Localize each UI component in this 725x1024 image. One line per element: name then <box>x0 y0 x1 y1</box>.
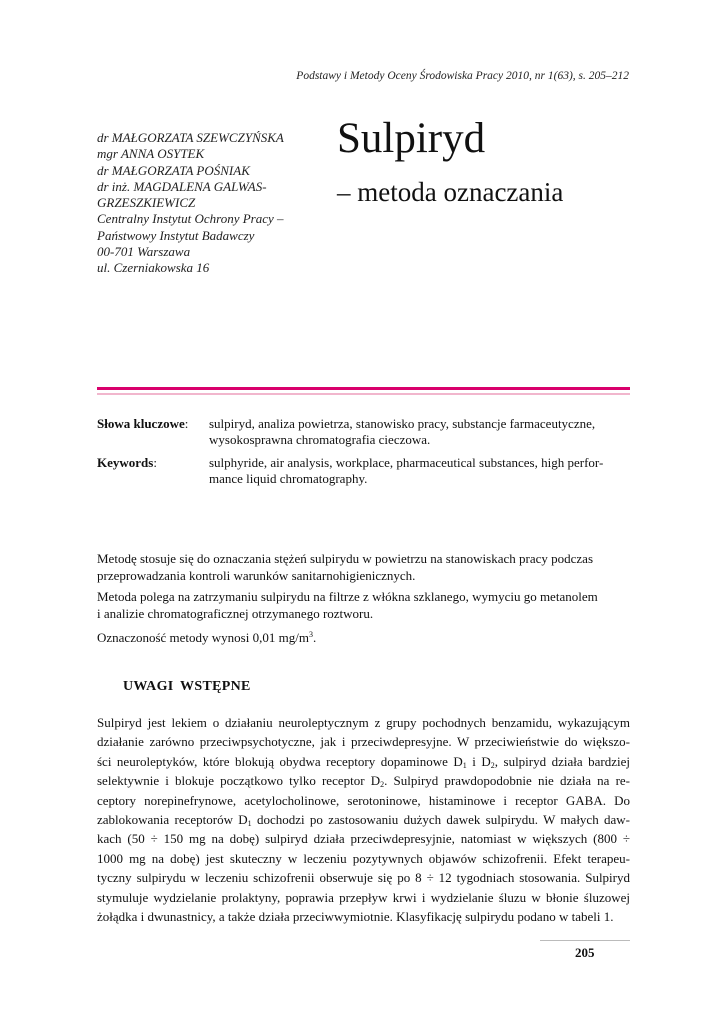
body-line: tyczny sulpirydu w leczeniu schizofrenii obserwuje się po 8 ÷ 12 tygodniach stosowania. Sulpiryd <box>97 870 630 886</box>
keywords-english-text: sulphyride, air analysis, workplace, pharmaceutical substances, high perfor- mance liquid chromatography. <box>209 455 604 486</box>
body-line: Sulpiryd jest lekiem o działaniu neuroleptycznym z grupy pochodnych benzamidu, wykazującym <box>97 715 630 730</box>
affiliation-line: Państwowy Instytut Badawczy <box>97 227 255 243</box>
article-subtitle: – metoda oznaczania <box>337 177 564 207</box>
author-affiliation-block <box>97 130 327 277</box>
footer-divider <box>540 940 630 941</box>
address-line: 00-701 Warszawa <box>97 244 191 260</box>
affiliation-line: Centralny Instytut Ochrony Pracy – <box>97 211 284 227</box>
author-line: GRZESZKIEWICZ <box>97 195 196 211</box>
body-line: kach (50 ÷ 150 mg na dobę) sulpiryd działa przeciwdepresyjnie, natomiast w większych (800 ÷ <box>97 831 630 847</box>
body-line: 1000 mg na dobę) jest skuteczny w leczeniu pozytywnych objawów schizofrenii. Efekt terapeu- <box>97 850 630 866</box>
body-line: ści neuroleptyków, które blokują obydwa receptory dopaminowe $D_1$ i $D_2$, sulpiryd działa bardziej <box>97 753 631 770</box>
keywords-polish <box>97 416 630 448</box>
address-line: ul. Czerniakowska 16 <box>97 260 210 276</box>
abstract-paragraph-3: Oznaczoność metody wynosi 0,01 $mg/m^3$. <box>97 630 317 645</box>
body-line: stymuluje wydzielanie prolaktyny, poprawia przepływ krwi i wydzielanie śluzu w błonie śluzowej <box>97 889 630 905</box>
title-divider-dark <box>97 387 630 390</box>
article-title: Sulpiryd <box>337 115 486 162</box>
journal-citation: Podstawy i Metody Oceny Środowiska Pracy 2010, nr 1(63), s. 205–212 <box>296 70 629 82</box>
author-line: dr inż. MAGDALENA GALWAS- <box>97 178 267 194</box>
author-line: mgr ANNA OSYTEK <box>97 146 205 162</box>
author-line: dr MAŁGORZATA POŚNIAK <box>97 162 250 178</box>
author-line: dr MAŁGORZATA SZEWCZYŃSKA <box>97 130 284 145</box>
body-line: selektywnie i blokuje początkowo tylko receptor $D_2$. Sulpiryd prawdopodobnie nie działa na re- <box>97 773 630 790</box>
keywords-english-label: Keywords: <box>97 455 157 470</box>
page-number: 205 <box>575 945 595 960</box>
keywords-polish-label: Słowa kluczowe: <box>97 416 189 431</box>
section-heading: UWAGI WSTĘPNE <box>123 679 251 694</box>
abstract-paragraph-2: Metoda polega na zatrzymaniu sulpirydu na filtrze z włókna szklanego, wymyciu go metanolem i analizie chromatograficznej otrzymanego roztworu. <box>97 589 598 621</box>
body-line: ceptory norepinefrynowe, acetylocholinowe, serotoninowe, histaminowe i receptor GABA. Do <box>97 792 630 808</box>
section-body <box>97 713 630 926</box>
body-line: żołądka i dwunastnicy, a także działa przeciwwymiotnie. Klasyfikację sulpirydu podano w tabeli 1. <box>97 908 614 924</box>
keywords-english <box>97 455 630 487</box>
body-line: działanie zarówno przeciwpsychotyczne, jak i przeciwdepresyjne. W przeciwieństwie do większo- <box>97 734 630 750</box>
abstract-paragraph-1: Metodę stosuje się do oznaczania stężeń sulpirydu w powietrzu na stanowiskach pracy podczas przeprowadzania kontroli warunków sanitarnohigienicznych. <box>97 551 594 583</box>
keywords-polish-text: sulpiryd, analiza powietrza, stanowisko pracy, substancje farmaceutyczne, wysokosprawna chromatografia cieczowa. <box>209 416 596 447</box>
body-line: zablokowania receptorów $D_1$ dochodzi po zastosowaniu dużych dawek sulpirydu. W małych daw- <box>97 811 630 828</box>
title-divider-light <box>97 393 630 395</box>
